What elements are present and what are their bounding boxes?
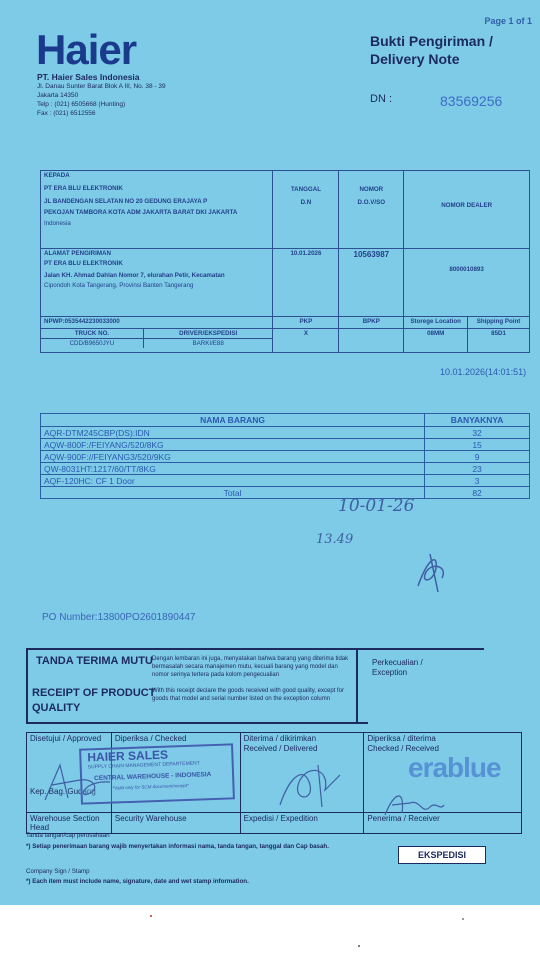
bpkp-label: BPKP	[339, 317, 404, 329]
receipt-title-id: TANDA TERIMA MUTU	[36, 655, 153, 667]
expedition-label: Expedisi / Expedition	[240, 813, 364, 834]
checked-label: Diperiksa / Checked	[114, 734, 187, 743]
exception-label: Perkecualian / Exception	[372, 658, 423, 677]
head-label-1: Kep. Bag. Gudang	[30, 787, 96, 796]
stamp-line-2: SUPPLY CHAIN MANAGEMENT DEPARTEMENT	[87, 760, 200, 771]
stamp-line-3: CENTRAL WAREHOUSE - INDONESIA	[94, 771, 212, 783]
sign-note: *) Setiap penerimaan barang wajib menyertakan informasi nama, tanda tangan, tanggal dan Cap basah.	[26, 843, 329, 850]
kepada-country: Indonesia	[44, 220, 71, 227]
tanggal-label: TANGGAL	[290, 186, 321, 193]
total-value: 82	[425, 487, 530, 499]
dealer-header	[404, 171, 530, 249]
item-qty: 23	[425, 463, 530, 475]
kepada-cell	[41, 171, 273, 249]
handwritten-time: 13.49	[316, 532, 354, 547]
item-name: AQF-120HC: CF 1 Door	[41, 475, 425, 487]
shipment-info-table	[40, 170, 530, 353]
ekspedisi-label: EKSPEDISI	[398, 846, 486, 864]
page-number: Page 1 of 1	[484, 16, 532, 26]
receipt-title-en-1: RECEIPT OF PRODUCT	[32, 687, 156, 699]
title-line-2: Delivery Note	[370, 51, 460, 67]
approved-label: Disetujui / Approved	[30, 734, 102, 743]
alamat-address-2: Cipondoh Kota Tangerang, Provinsi Banten Tangerang	[44, 282, 194, 289]
dealer-value-cell	[404, 249, 530, 317]
company-address-2: Jakarta 14350	[37, 92, 79, 99]
company-address-1: Jl. Danau Sunter Barat Blok A III, No. 38 - 39	[37, 83, 166, 90]
nomor-header	[339, 171, 404, 249]
stamp-line-1: HAIER SALES	[87, 747, 169, 765]
alamat-label: ALAMAT PENGIRIMAN	[44, 250, 111, 257]
table-row	[41, 475, 530, 487]
item-name: QW-8031HT:1217/60/TT/8KG	[41, 463, 425, 475]
receipt-text-en: With this receipt declare the goods received with good quality, except for goods that model and serial number listed on the exception column	[152, 688, 344, 702]
item-qty: 32	[425, 427, 530, 439]
stray-mark	[150, 915, 152, 917]
shipping-value: 85D1	[468, 329, 530, 353]
tanggal-value: 10.01.2026	[273, 249, 339, 317]
security-label: Security Warehouse	[111, 813, 240, 834]
company-sign-label: Company Sign / Stamp	[26, 868, 90, 875]
item-name: AQW-900F://FEIYANG3/520/9KG	[41, 451, 425, 463]
dn-label: DN :	[370, 93, 392, 105]
dealer-label: NOMOR DEALER	[441, 202, 493, 209]
item-name: AQR-DTM245CBP(DS):IDN	[41, 427, 425, 439]
table-row	[41, 463, 530, 475]
kepada-label: KEPADA	[44, 172, 70, 179]
nomor-label: NOMOR	[359, 186, 384, 193]
document-title	[370, 32, 530, 68]
kepada-name: PT ERA BLU ELEKTRONIK	[44, 185, 123, 192]
tanggal-sub: D.N	[300, 199, 312, 206]
company-sign-note: *) Each item must include name, signature, date and wet stamp information.	[26, 878, 249, 885]
receiver-signature	[380, 785, 450, 825]
alamat-address-1: Jalan KH. Ahmad Dahlan Nomor 7, elurahan Petir, Kecamatan	[44, 272, 225, 279]
total-row	[41, 487, 530, 499]
receipt-divider	[356, 648, 358, 722]
table-row	[41, 439, 530, 451]
alamat-cell	[41, 249, 273, 317]
shipping-label: Shipping Point	[468, 317, 530, 329]
item-name: AQW-800F:/FEIYANG/520/8KG	[41, 439, 425, 451]
truck-value: CDD/B9650JYU	[41, 339, 143, 349]
title-line-1: Bukti Pengiriman /	[370, 33, 493, 49]
erablue-stamp: erablue	[408, 752, 501, 783]
head-label-2: Warehouse Section Head	[27, 813, 112, 834]
tanggal-header	[273, 171, 339, 249]
stamp-line-4: *Valid only for SCM document/receipt*	[112, 782, 189, 791]
truck-driver-cell	[41, 329, 273, 353]
table-row	[41, 427, 530, 439]
nomor-value: 10563987	[339, 249, 404, 317]
items-table	[40, 413, 530, 499]
pkp-value: X	[273, 329, 339, 353]
nomor-sub: D.O.V/SO	[357, 199, 386, 206]
item-qty: 3	[425, 475, 530, 487]
stray-mark	[462, 918, 464, 920]
po-number: PO Number:13800PO2601890447	[42, 612, 196, 623]
receipt-title-en-2: QUALITY	[32, 702, 81, 714]
col-banyaknya: BANYAKNYA	[425, 414, 530, 427]
haier-logo: Haier	[36, 26, 137, 73]
stray-mark	[358, 945, 360, 947]
alamat-name: PT ERA BLU ELEKTRONIK	[44, 260, 123, 267]
company-phone: Telp : (021) 6505668 (Hunting)	[37, 101, 126, 108]
dealer-value: 8000010893	[449, 266, 484, 273]
approved-signature	[40, 760, 120, 810]
handwritten-date: 10-01-26	[338, 496, 415, 516]
signature-mark	[408, 548, 458, 596]
delivered-signature	[270, 755, 360, 815]
total-label: Total	[41, 487, 425, 499]
driver-value: BARKI/E88	[143, 339, 272, 349]
company-name: PT. Haier Sales Indonesia	[37, 72, 140, 82]
truck-label: TRUCK NO.	[41, 329, 143, 339]
kepada-address-2: PEKOJAN TAMBORA KOTA ADM JAKARTA BARAT DKI JAKARTA	[44, 209, 238, 216]
receipt-text-id: Dengan lembaran ini juga, menyatakan bahwa barang yang diterima tidak bermasalah secara manajemen mutu, kecuali barang yang model dan nomor serinya tertera pada kolom pengecualian	[152, 656, 349, 678]
item-qty: 15	[425, 439, 530, 451]
npwp: NPWP:0535442230033000	[41, 317, 273, 329]
item-qty: 9	[425, 451, 530, 463]
receiver-label: Penerima / Receiver	[364, 813, 522, 834]
print-timestamp: 10.01.2026(14:01:51)	[440, 367, 527, 377]
dn-number: 83569256	[440, 93, 503, 109]
delivered-label: Diterima / dikirimkan Received / Delivered	[243, 734, 318, 753]
pkp-label: PKP	[273, 317, 339, 329]
storage-value: 08MM	[404, 329, 468, 353]
bpkp-value	[339, 329, 404, 353]
driver-label: DRIVER/EKSPEDISI	[143, 329, 272, 339]
received-label: Diperiksa / diterima Checked / Received	[367, 734, 439, 753]
kepada-address-1: JL BANDENGAN SELATAN NO 20 GEDUNG ERAJAYA P	[44, 198, 208, 205]
col-nama-barang: NAMA BARANG	[41, 414, 425, 427]
table-row	[41, 451, 530, 463]
items-header-row	[41, 414, 530, 427]
sign-label: Tanda tangan/cap perusahaan	[26, 832, 110, 839]
company-fax: Fax : (021) 6512556	[37, 110, 96, 117]
storage-label: Storege Location	[404, 317, 468, 329]
